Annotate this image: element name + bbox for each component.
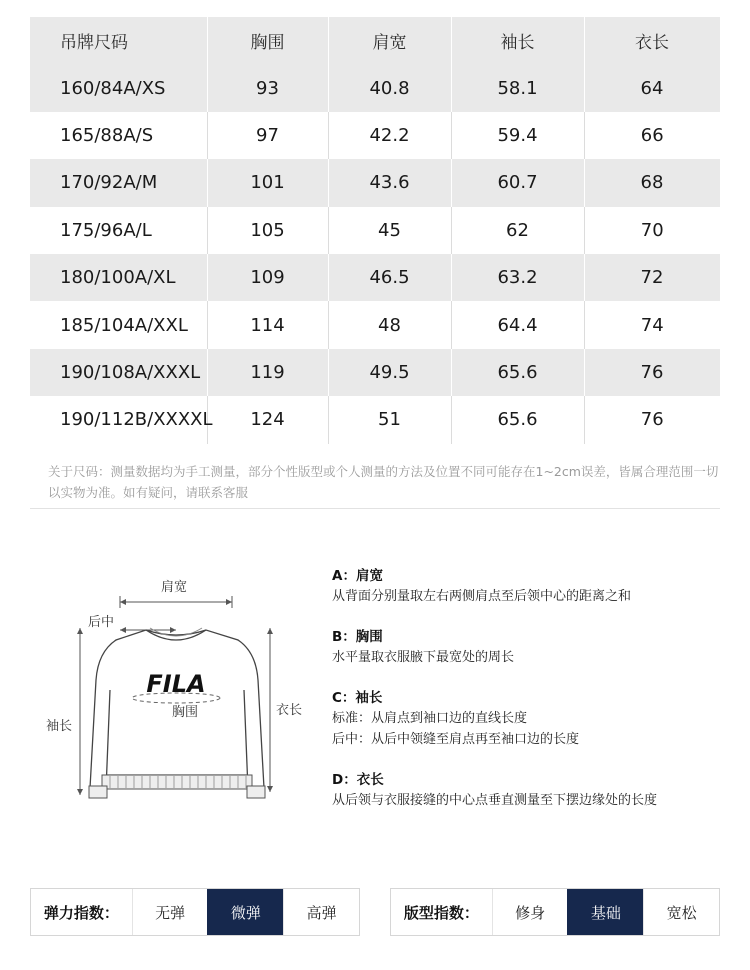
column-header: 肩宽 (328, 17, 451, 64)
chest-label: 胸围 (172, 705, 199, 720)
table-cell: 45 (328, 207, 451, 254)
definition-length (332, 770, 732, 811)
table-row (30, 254, 720, 301)
table-cell: 109 (207, 254, 328, 301)
table-cell: 165/88A/S (30, 112, 207, 159)
table-cell: 62 (451, 207, 584, 254)
table-cell: 48 (328, 301, 451, 348)
table-cell: 101 (207, 159, 328, 206)
table-row (30, 159, 720, 206)
size-note: 关于尺码：测量数据均为手工测量，部分个性版型或个人测量的方法及位置不同可能存在1~2cm误差，皆属合理范围一切以实物为准。如有疑问，请联系客服 (48, 464, 719, 500)
elasticity-option-high[interactable]: 高弹 (283, 889, 359, 935)
fit-index (390, 888, 720, 936)
table-cell: 160/84A/XS (30, 64, 207, 111)
table-cell: 64.4 (451, 301, 584, 348)
table-cell: 59.4 (451, 112, 584, 159)
table-cell: 74 (640, 314, 664, 336)
table-cell: 119 (207, 349, 328, 396)
table-cell: 64 (584, 64, 720, 111)
length-label: 衣长 (276, 703, 303, 718)
definition-text: 后中：从后中领缝至肩点再至袖口边的长度 (332, 732, 580, 747)
table-cell: 65.6 (451, 396, 584, 443)
table-cell: 175/96A/L (30, 207, 207, 254)
table-row (30, 396, 720, 443)
column-header: 衣长 (584, 17, 720, 64)
fit-option-loose[interactable]: 宽松 (643, 889, 719, 935)
definition-title: B：胸围 (332, 629, 383, 645)
table-cell: 105 (207, 207, 328, 254)
divider (30, 508, 720, 509)
column-header: 吊牌尺码 (30, 17, 207, 64)
table-row (30, 349, 720, 396)
measurement-diagram (40, 560, 320, 810)
sweatshirt-illustration (40, 560, 320, 810)
table-cell: 180/100A/XL (30, 254, 207, 301)
table-header-row (30, 17, 720, 64)
table-cell: 42.2 (328, 112, 451, 159)
table-cell: 40.8 (328, 64, 451, 111)
table-cell: 190/108A/XXXL (30, 349, 207, 396)
table-cell: 170/92A/M (30, 159, 207, 206)
column-header: 袖长 (451, 17, 584, 64)
table-cell: 124 (207, 396, 328, 443)
definition-title: A：肩宽 (332, 568, 383, 584)
table-cell: 58.1 (451, 64, 584, 111)
fit-option-basic[interactable]: 基础 (567, 889, 643, 935)
fit-label: 版型指数： (403, 903, 479, 922)
back-center-label: 后中 (88, 615, 115, 630)
table-cell: 97 (207, 112, 328, 159)
definition-title: C：袖长 (332, 690, 383, 706)
definition-sleeve (332, 688, 732, 750)
table-cell: 70 (640, 219, 664, 241)
column-header: 胸围 (207, 17, 328, 64)
table-row (30, 207, 720, 254)
table-cell: 114 (207, 301, 328, 348)
table-cell: 46.5 (328, 254, 451, 301)
table-cell: 66 (640, 124, 664, 146)
table-cell: 185/104A/XXL (30, 301, 207, 348)
table-cell: 51 (328, 396, 451, 443)
table-cell: 68 (584, 159, 720, 206)
elasticity-option-slight[interactable]: 微弹 (207, 889, 283, 935)
table-cell: 60.7 (451, 159, 584, 206)
table-cell: 49.5 (328, 349, 451, 396)
definition-text: 标准：从肩点到袖口边的直线长度 (332, 711, 528, 726)
table-cell: 63.2 (451, 254, 584, 301)
table-row (30, 64, 720, 111)
shoulder-label: 肩宽 (161, 580, 188, 595)
sleeve-label: 袖长 (46, 719, 73, 734)
measurement-definitions (332, 566, 732, 831)
definition-text: 从背面分别量取左右两侧肩点至后领中心的距离之和 (332, 589, 632, 604)
table-cell: 65.6 (451, 349, 584, 396)
table-row (30, 301, 720, 348)
definition-title: D：衣长 (332, 772, 384, 788)
definition-shoulder (332, 566, 732, 607)
elasticity-label: 弹力指数： (43, 903, 119, 922)
table-cell: 93 (207, 64, 328, 111)
table-cell: 72 (584, 254, 720, 301)
elasticity-index (30, 888, 360, 936)
table-cell: 76 (584, 349, 720, 396)
elasticity-option-none[interactable]: 无弹 (132, 889, 208, 935)
table-row (30, 112, 720, 159)
fit-option-slim[interactable]: 修身 (492, 889, 568, 935)
definition-text: 水平量取衣服腋下最宽处的周长 (332, 650, 515, 665)
table-cell: 190/112B/XXXXL (30, 396, 207, 443)
table-cell: 43.6 (328, 159, 451, 206)
definition-text: 从后领与衣服接缝的中心点垂直测量至下摆边缘处的长度 (332, 793, 658, 808)
size-table (30, 17, 721, 444)
table-cell: 76 (640, 409, 664, 431)
fila-logo: FILA (146, 670, 206, 698)
definition-chest (332, 627, 732, 668)
